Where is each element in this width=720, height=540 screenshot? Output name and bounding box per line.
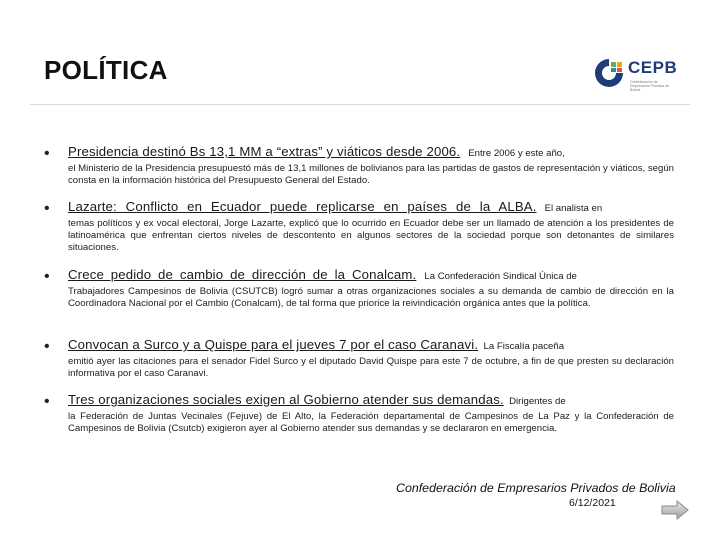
slide-title: POLÍTICA [44, 55, 168, 85]
news-headline-link[interactable]: Convocan a Surco y a Quispe para el jueves 7 por el caso Caranavi. [68, 337, 479, 352]
news-body: la Federación de Juntas Vecinales (Fejuve) de El Alto, la Federación departamental de Campesinos de La Paz y la Confederación de Campesinos de Bolivia (Csutcb) exigieron ayer al Gobierno atender sus demandas y se declararon en emergencia. [68, 411, 674, 434]
news-item [44, 201, 674, 254]
news-item [44, 339, 674, 380]
news-headline-link[interactable]: Lazarte: Conflicto en Ecuador puede replicarse en países de la ALBA. [68, 199, 537, 214]
bullet-icon: • [44, 393, 50, 410]
news-item [44, 269, 674, 310]
news-item [44, 146, 674, 187]
logo-name: CEPB [628, 58, 678, 77]
footer-organization: Confederación de Empresarios Privados de Bolivia [396, 481, 676, 495]
news-headline-link[interactable]: Tres organizaciones sociales exigen al Gobierno atender sus demandas. [68, 392, 504, 407]
news-lead: Dirigentes de [509, 396, 566, 407]
footer-date: 6/12/2021 [569, 497, 616, 509]
cepb-logo-mark-icon [592, 56, 626, 90]
logo-subtitle: Confederación de Empresarios Privados de Bolivia [630, 80, 670, 92]
bullet-icon: • [44, 268, 50, 285]
news-lead: La Fiscalía paceña [483, 341, 565, 352]
title-divider [30, 104, 690, 105]
news-lead: Entre 2006 y este año, [468, 148, 565, 159]
arrow-right-icon [660, 500, 690, 520]
news-lead: La Confederación Sindical Única de [424, 271, 577, 282]
next-slide-button[interactable] [660, 500, 690, 520]
bullet-icon: • [44, 200, 50, 217]
bullet-icon: • [44, 338, 50, 355]
news-body: Trabajadores Campesinos de Bolivia (CSUTCB) logró sumar a otras organizaciones sociales a su demanda de cambio de dirección en la Coordinadora Nacional por el Cambio (Conalcam), de tal forma que priorice la reivindicación orgánica antes que la política. [68, 286, 674, 309]
cepb-logo [592, 56, 678, 92]
news-body: temas políticos y ex vocal electoral, Jorge Lazarte, explicó que lo ocurrido en Ecuador debe ser un llamado de atención a los presidentes de latinoamérica que enfrentan ciertos niveles de descontento en algunos sectores de la sociedad porque son detonantes de similares situaciones. [68, 218, 674, 253]
news-headline-link[interactable]: Presidencia destinó Bs 13,1 MM a “extras” y viáticos desde 2006. [68, 144, 461, 159]
bullet-icon: • [44, 145, 50, 162]
news-body: el Ministerio de la Presidencia presupuestó más de 13,1 millones de bolivianos para las partidas de gastos de representación y viáticos, según consta en la información histórica del Presupuesto General del Estado. [68, 163, 674, 186]
news-item [44, 394, 674, 435]
news-body: emitió ayer las citaciones para el senador Fidel Surco y el diputado David Quispe para este 7 de octubre, a fin de que presten su declaración informativa por el caso Caranavi. [68, 356, 674, 379]
news-headline-link[interactable]: Crece pedido de cambio de dirección de la Conalcam. [68, 267, 417, 282]
news-lead: El analista en [544, 203, 603, 214]
